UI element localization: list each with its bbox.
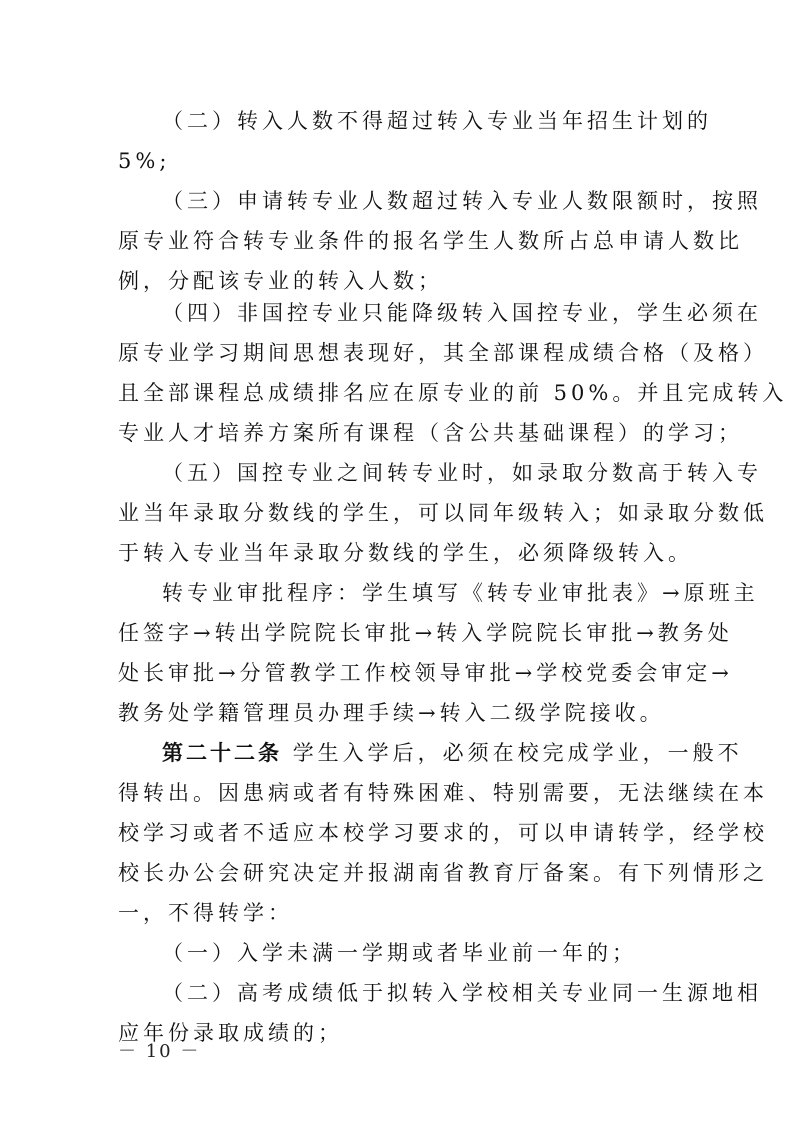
text-line: （五）国控专业之间转专业时，如录取分数高于转入专 [162,461,762,485]
text-line: 例，分配该专业的转入人数； [118,269,443,293]
text-line: 校长办公会研究决定并报湖南省教育厅备案。有下列情形之 [118,861,768,885]
text-line: （四）非国控专业只能降级转入国控专业，学生必须在 [162,301,762,325]
text-line: 教务处学籍管理员办理手续→转入二级学院接收。 [118,701,665,725]
text-line: 任签字→转出学院院长审批→转入学院院长审批→教务处 [118,621,733,645]
text-line: 应年份录取成绩的； [118,1021,343,1045]
text-line: 专业人才培养方案所有课程（含公共基础课程）的学习； [118,421,743,445]
text-line: 5%; [118,149,171,173]
page-number: － 10 － [118,1041,201,1062]
text-line: （二）高考成绩低于拟转入学校相关专业同一生源地相 [162,981,762,1005]
text-line: （三）申请转专业人数超过转入专业人数限额时，按照 [162,189,762,213]
text-line: 原专业符合转专业条件的报名学生人数所占总申请人数比 [118,229,743,253]
article-line [162,740,743,765]
text-line: 原专业学习期间思想表现好，其全部课程成绩合格（及格） [118,341,768,365]
text-line: （一）入学未满一学期或者毕业前一年的； [162,941,637,965]
text-line: （二）转入人数不得超过转入专业当年招生计划的 [162,109,712,133]
text-line: 于转入专业当年录取分数线的学生，必须降级转入。 [118,541,693,565]
text-line: 一，不得转学： [118,901,293,925]
text-line: 得转出。因患病或者有特殊困难、特别需要，无法继续在本 [118,781,768,805]
text-line: 业当年录取分数线的学生，可以同年级转入；如录取分数低 [118,501,768,525]
article-text: 学生入学后，必须在校完成学业，一般不 [292,741,743,765]
text-line: 处长审批→分管教学工作校领导审批→学校党委会审定→ [118,661,733,685]
text-line: 校学习或者不适应本校学习要求的，可以申请转学，经学校 [118,821,768,845]
article-heading: 第二十二条 [162,740,282,765]
text-line: 转专业审批程序：学生填写《转专业审批表》→原班主 [162,581,759,605]
text-line: 且全部课程总成绩排名应在原专业的前 50%。并且完成转入 [118,381,788,405]
